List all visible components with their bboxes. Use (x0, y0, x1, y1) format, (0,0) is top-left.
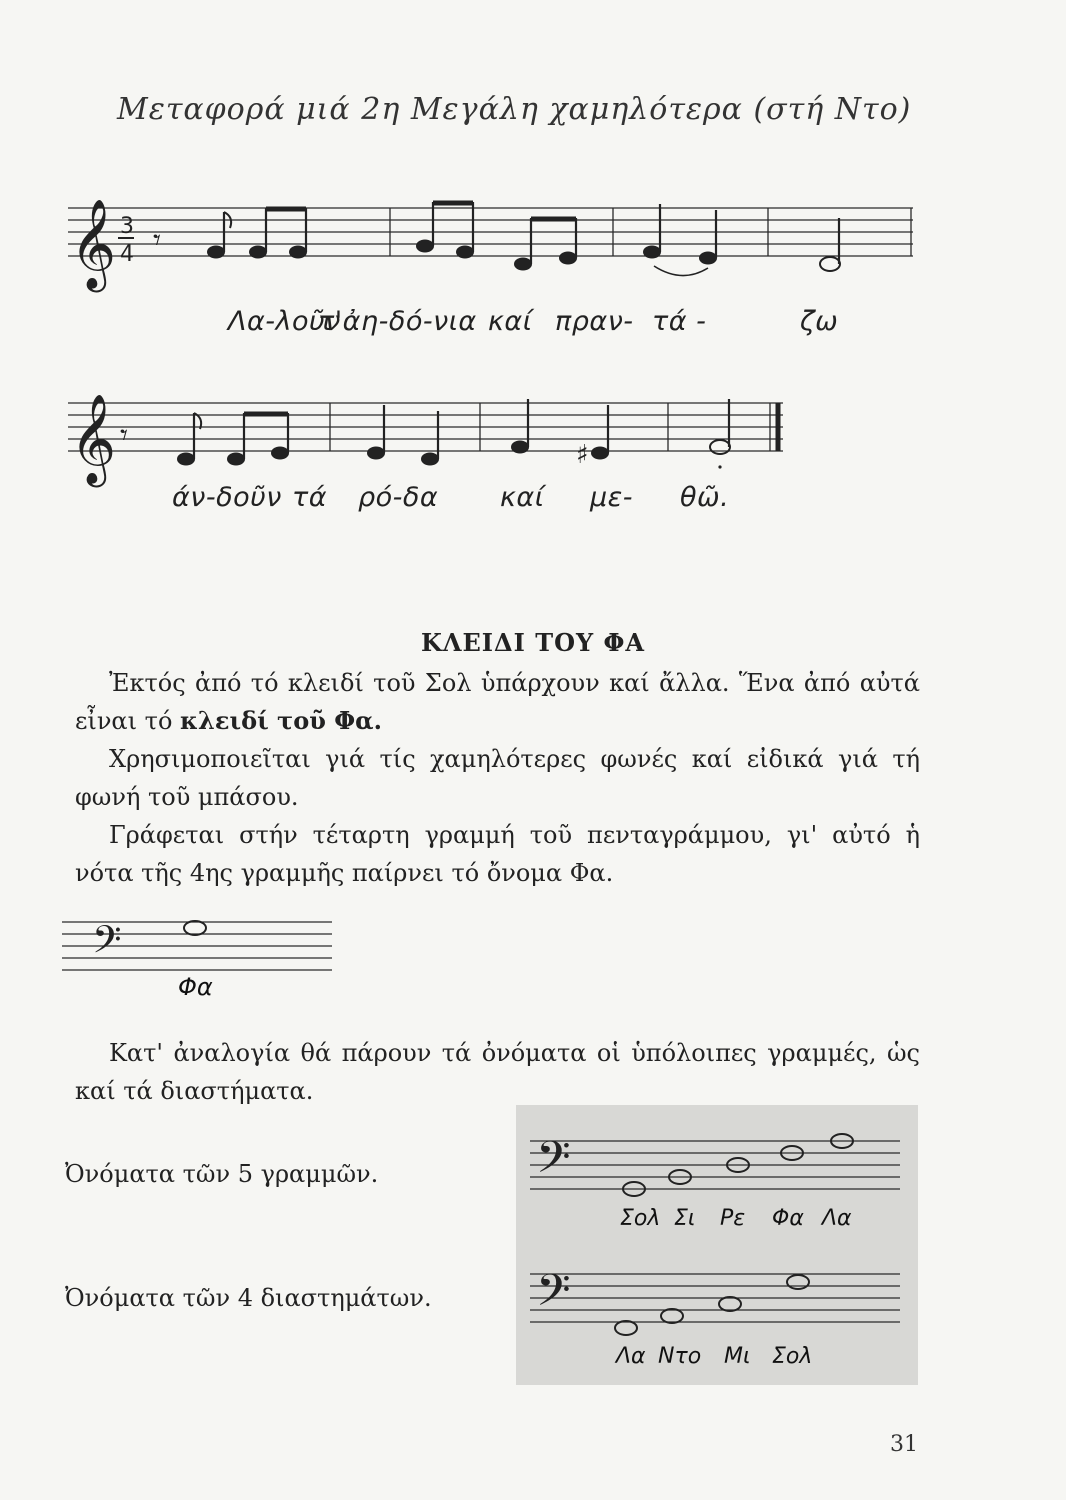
lyric-syllable: με- (590, 482, 634, 513)
lyric-syllable: άν-δοῦν (172, 482, 282, 513)
section-heading: ΚΛΕΙΔΙ ΤΟΥ ΦΑ (421, 628, 645, 657)
lyric-syllable: ζω (800, 306, 839, 337)
lyric-syllable: τά (292, 482, 328, 513)
transposition-title: Μεταφορά μιά 2η Μεγάλη χαμηλότερα (στή Ντο) (117, 92, 912, 127)
music-staff-1 (68, 190, 918, 300)
line-note-label: Λα (822, 1206, 852, 1231)
lyric-syllable: καί (500, 482, 545, 513)
note-group-m3 (643, 204, 717, 276)
lines-label: Ὀνόματα τῶν 5 γραμμῶν. (65, 1160, 379, 1188)
paragraph-4-text: Κατ' ἀναλογία θά πάρουν τά ὀνόματα οἱ ὑπόλοιπες γραμμές, ὡς καί τά διαστήματα. (75, 1039, 920, 1105)
lyric-syllable: θῶ. (680, 482, 730, 513)
lyric-syllable: τά - (652, 306, 707, 337)
eighth-rest-icon: 𝄾 (153, 223, 161, 258)
line-note-label: Σολ (620, 1206, 661, 1231)
bass-clef-icon: 𝄢 (536, 1131, 571, 1194)
note-group-m3 (511, 399, 609, 470)
note-group-m4 (710, 399, 730, 469)
space-note-label: Λα (616, 1344, 646, 1369)
line-note-label: Ρε (720, 1206, 746, 1231)
note-group-m2 (416, 202, 577, 271)
note-group-m1 (207, 208, 307, 259)
staff-lines (68, 403, 783, 451)
spaces-label: Ὀνόματα τῶν 4 διαστημάτων. (65, 1284, 432, 1312)
bass-clef-icon: 𝄢 (536, 1264, 571, 1327)
line-note-label: Σι (674, 1206, 696, 1231)
lyric-syllable: καί (488, 306, 533, 337)
line-note-label: Φα (772, 1206, 804, 1231)
paragraph-4 (75, 1034, 920, 1110)
staff-lines (68, 208, 913, 256)
treble-clef-icon: 𝄞 (70, 199, 117, 289)
space-note-label: Μι (724, 1344, 751, 1369)
bass-spaces-staff (530, 1262, 910, 1342)
eighth-rest-icon: 𝄾 (120, 418, 128, 453)
paragraph-2-text: Χρησιμοποιεῖται γιά τίς χαμηλότερες φωνές καί εἰδικά γιά τή φωνή τοῦ μπάσου. (75, 745, 920, 811)
lyric-syllable: τ'ἀη-δό-νια (318, 306, 477, 337)
sharp-icon: ♯ (576, 440, 589, 470)
lyric-syllable: πραν- (555, 306, 634, 337)
lyric-syllable: Λα-λοῦν (228, 306, 341, 337)
bass-clef-icon: 𝄢 (92, 917, 122, 971)
time-signature-bottom: 4 (120, 242, 134, 267)
space-note-label: Σολ (772, 1344, 813, 1369)
treble-clef-icon: 𝄞 (70, 394, 117, 484)
fa-note-label: Φα (178, 973, 213, 1001)
paragraph-3 (75, 816, 920, 892)
note-group-m2 (367, 405, 439, 466)
time-signature-top: 3 (120, 214, 134, 239)
lyric-syllable: ρό-δα (358, 482, 439, 513)
page-number: 31 (890, 1432, 918, 1457)
paragraph-1 (75, 664, 920, 740)
paragraph-2 (75, 740, 920, 816)
paragraph-3-text: Γράφεται στήν τέταρτη γραμμή τοῦ πενταγράμμου, γι' αὐτό ἡ νότα τῆς 4ης γραμμῆς παίρνει τό ὄνομα Φα. (75, 821, 920, 887)
space-note-label: Ντο (658, 1344, 702, 1369)
music-staff-2 (68, 385, 798, 495)
paragraph-1-text: Ἐκτός ἀπό τό κλειδί τοῦ Σολ ὑπάρχουν καί ἄλλα. Ἕνα ἀπό αὐτά εἶναι τό (75, 669, 920, 735)
bass-lines-staff (530, 1125, 910, 1215)
paragraph-1-bold: κλειδί τοῦ Φα. (180, 706, 382, 735)
